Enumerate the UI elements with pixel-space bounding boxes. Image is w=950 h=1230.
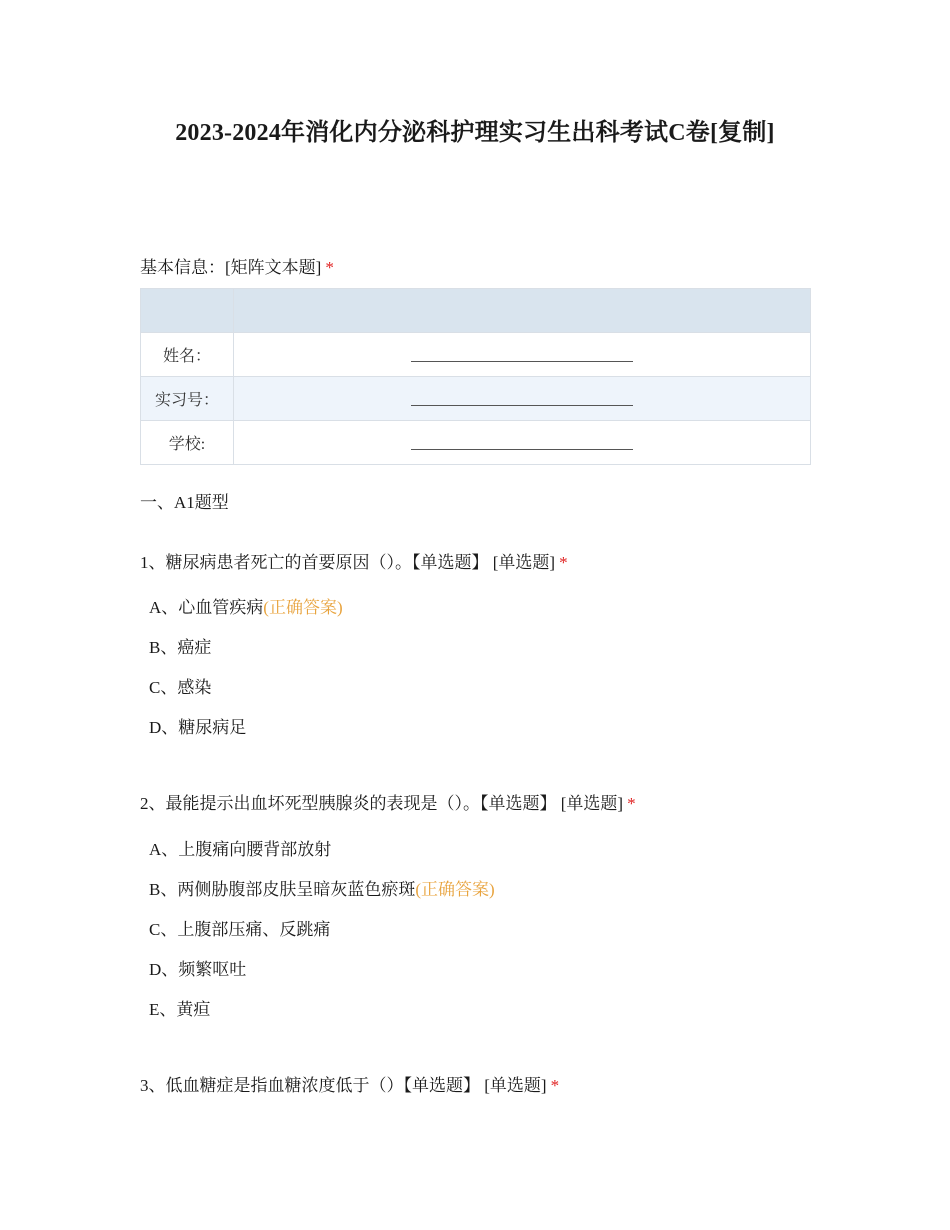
option-text: B、两侧胁腹部皮肤呈暗灰蓝色瘀斑 xyxy=(149,880,416,899)
option-text: E、黄疸 xyxy=(149,1000,211,1019)
question-1-option-a[interactable] xyxy=(149,593,343,618)
correct-answer-note: (正确答案) xyxy=(415,880,495,899)
question-2-option-d[interactable] xyxy=(149,955,246,980)
option-text: A、上腹痛向腰背部放射 xyxy=(149,840,332,859)
school-field-cell[interactable] xyxy=(234,421,811,465)
option-text: C、上腹部压痛、反跳痛 xyxy=(149,920,331,939)
question-1 xyxy=(140,548,568,573)
required-mark: * xyxy=(325,258,334,277)
question-1-option-b[interactable] xyxy=(149,633,211,658)
question-2-option-b[interactable] xyxy=(149,875,495,900)
student-id-field-cell[interactable] xyxy=(234,377,811,421)
basic-info-matrix xyxy=(140,288,811,465)
option-text: C、感染 xyxy=(149,678,212,697)
required-mark: * xyxy=(559,553,568,572)
question-2-option-a[interactable] xyxy=(149,835,331,860)
matrix-row-label: 学校: xyxy=(141,421,234,465)
matrix-header-row xyxy=(141,289,811,333)
matrix-row-label: 姓名： xyxy=(141,333,234,377)
matrix-header-corner xyxy=(141,289,234,333)
basic-info-label xyxy=(140,253,334,278)
page-title: 2023-2024年消化内分泌科护理实习生出科考试C卷[复制] xyxy=(175,120,775,146)
question-1-option-d[interactable] xyxy=(149,713,246,738)
correct-answer-note: (正确答案) xyxy=(263,598,343,617)
basic-info-label-text: 基本信息：[矩阵文本题] xyxy=(140,258,322,277)
option-text: A、心血管疾病 xyxy=(149,598,264,617)
option-text: D、糖尿病足 xyxy=(149,718,247,737)
matrix-row-name xyxy=(141,333,811,377)
option-text: B、癌症 xyxy=(149,638,212,657)
question-1-option-c[interactable] xyxy=(149,673,211,698)
matrix-header-cell xyxy=(234,289,811,333)
question-3-text: 3、低血糖症是指血糖浓度低于（）【单选题】 [单选题] xyxy=(140,1076,547,1095)
matrix-row-student-id xyxy=(141,377,811,421)
name-field[interactable] xyxy=(411,347,633,362)
option-text: D、频繁呕吐 xyxy=(149,960,247,979)
student-id-field[interactable] xyxy=(411,391,633,406)
required-mark: * xyxy=(550,1076,560,1095)
matrix-row-label: 实习号： xyxy=(141,377,234,421)
question-1-text: 1、糖尿病患者死亡的首要原因（）。【单选题】 [单选题] xyxy=(140,553,556,572)
question-2-text: 2、最能提示出血坏死型胰腺炎的表现是（）。【单选题】 [单选题] xyxy=(140,794,624,813)
question-2 xyxy=(140,789,636,814)
question-2-option-e[interactable] xyxy=(149,995,210,1020)
question-2-option-c[interactable] xyxy=(149,915,330,940)
name-field-cell[interactable] xyxy=(234,333,811,377)
required-mark: * xyxy=(627,794,636,813)
school-field[interactable] xyxy=(411,435,633,450)
matrix-row-school xyxy=(141,421,811,465)
section-heading: 一、A1题型 xyxy=(140,493,229,512)
question-3 xyxy=(140,1071,559,1096)
